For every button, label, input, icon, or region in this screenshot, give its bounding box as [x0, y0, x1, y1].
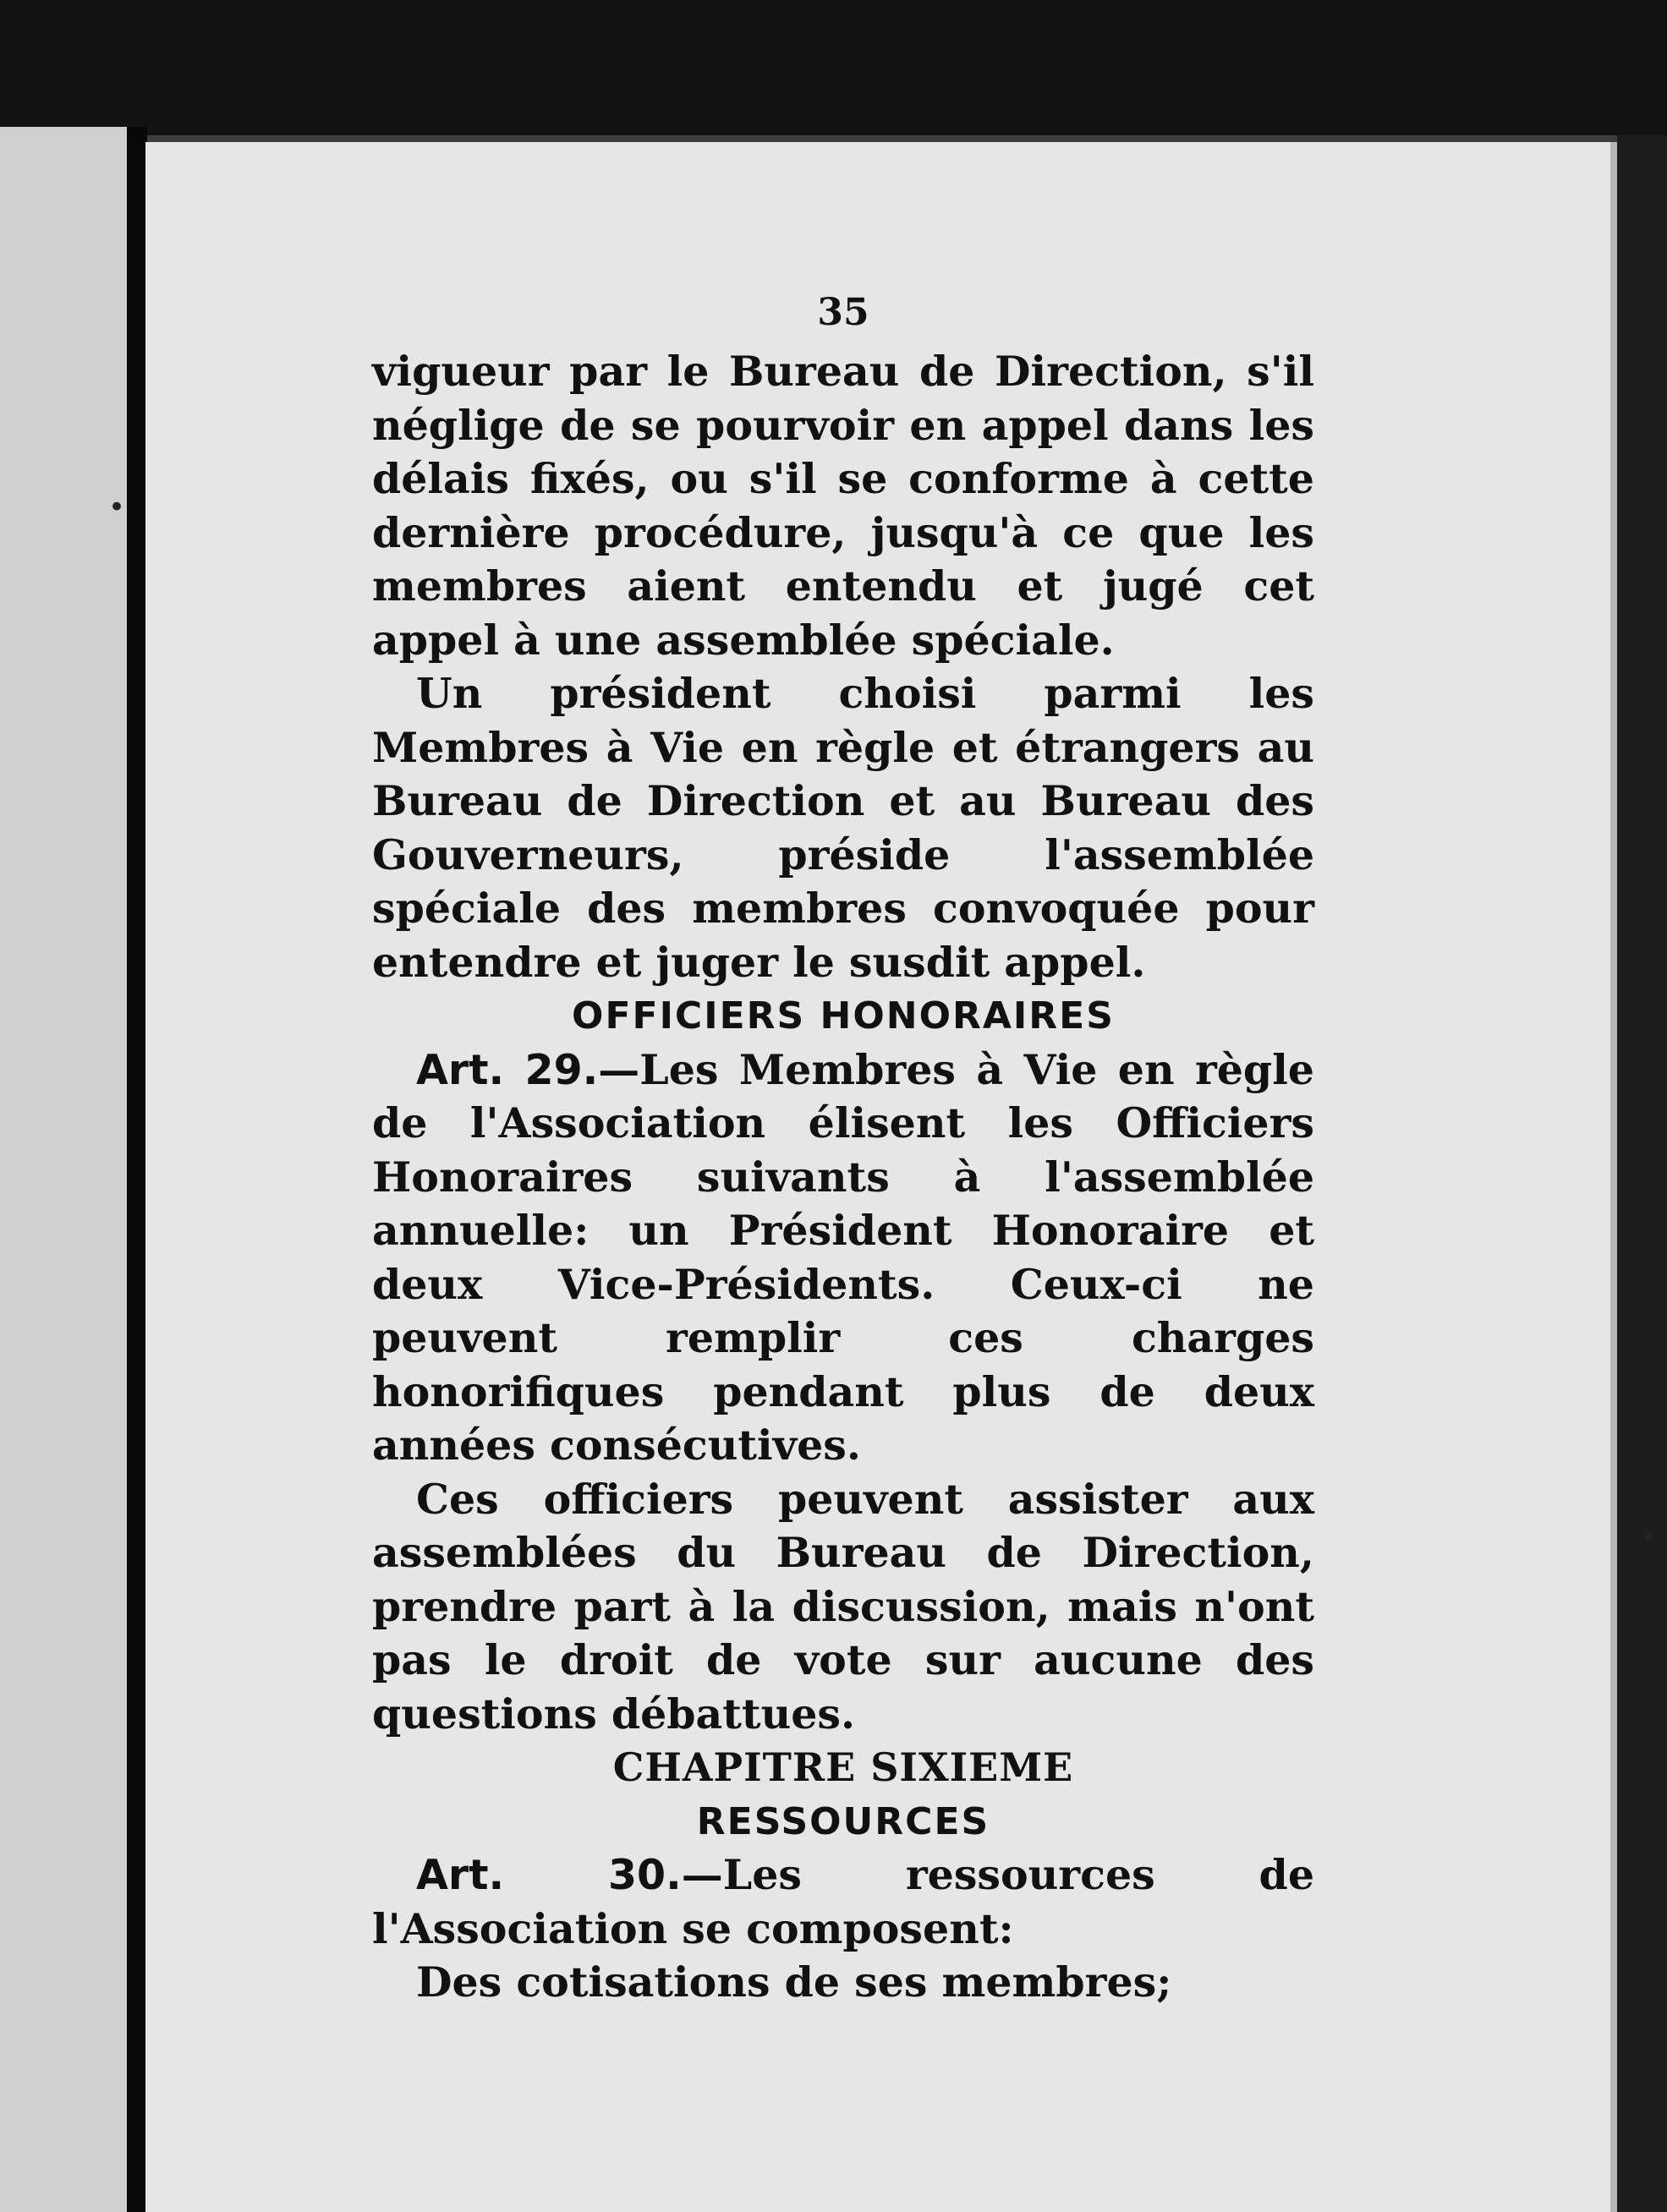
paragraph-cotisations: Des cotisations de ses membres;: [416, 1957, 1172, 2007]
heading-chapitre-sixieme: CHAPITRE SIXIEME: [612, 1744, 1074, 1790]
paragraph-officiers: Ces officiers peuvent assister aux assemblées du Bureau de Direction, prendre part à la discussion, mais n'ont pas le droit de vote sur aucune des questions débattues.: [372, 1474, 1314, 1738]
page-number: 35: [817, 291, 869, 334]
heading-ressources: RESSOURCES: [696, 1799, 990, 1843]
article-29: [372, 1043, 1314, 1473]
article-29-text: Les Membres à Vie en règle de l'Association élisent les Officiers Honoraires suivants à l'assemblée annuelle: un Président Honoraire et deux Vice-Présidents. Ceux-ci ne peuvent remplir ces charges honorifiques pendant plus de deux années consécutives.: [372, 1044, 1314, 1470]
article-29-label: Art. 29.: [416, 1045, 599, 1094]
article-30-dash: —: [681, 1850, 723, 1899]
scan-right-background: [1617, 135, 1667, 2212]
heading-officiers-honoraires: OFFICIERS HONORAIRES: [572, 994, 1115, 1038]
book-spine: [127, 127, 147, 2212]
article-30-text: Les ressources de l'Association se composent:: [372, 1850, 1314, 1953]
article-30-label: Art. 30.: [416, 1851, 682, 1899]
facing-page-edge: [0, 127, 135, 2212]
paragraph-vigueur: vigueur par le Bureau de Direction, s'il néglige de se pourvoir en appel dans les délais fixés, ou s'il se conforme à cette dernière procédure, jusqu'à ce que les membres aient entendu et jugé cet appel à une assemblée spéciale.: [372, 347, 1314, 665]
scan-speck-mark: •: [108, 490, 126, 524]
scan-speck-mark: •: [1641, 1522, 1659, 1556]
page-text-block: [372, 287, 1314, 2010]
article-30: [372, 1848, 1314, 1956]
paragraph-president: Un président choisi parmi les Membres à Vie en règle et étrangers au Bureau de Direction et au Bureau des Gouverneurs, préside l'assemblée spéciale des membres convoquée pour entendre et juger le susdit appel.: [372, 669, 1314, 987]
scan-top-background: [0, 0, 1667, 135]
article-29-dash: —: [598, 1044, 640, 1094]
